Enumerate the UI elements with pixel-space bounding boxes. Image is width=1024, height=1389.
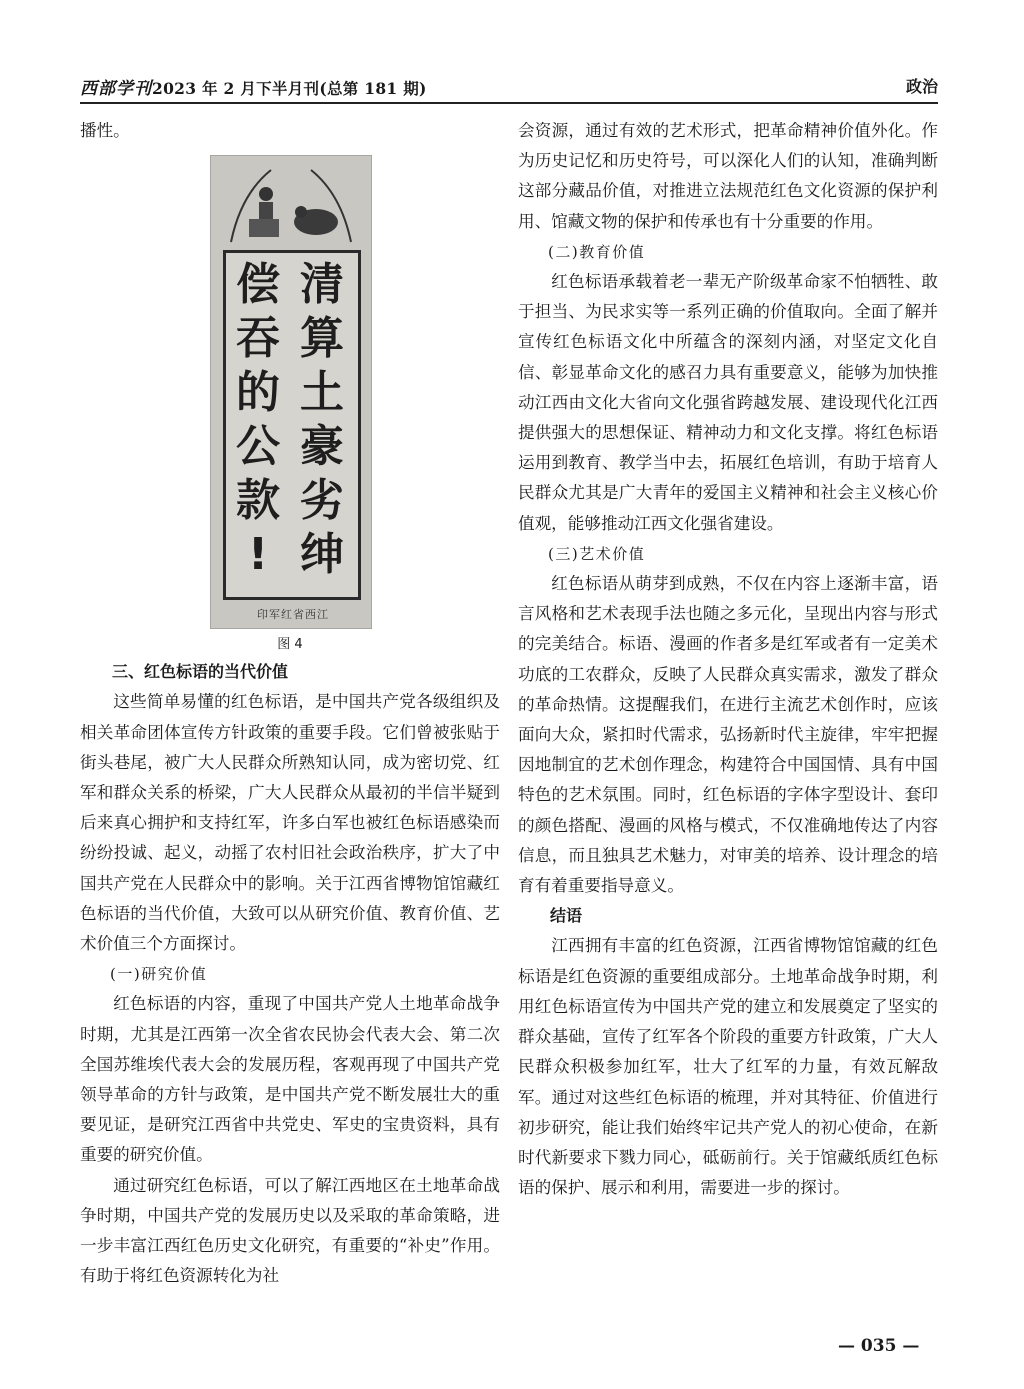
- paragraph: 通过研究红色标语，可以了解江西地区在土地革命战争时期，中国共产党的发展历史以及采取的革命策略，进一步丰富江西红色历史文化研究，有重要的“补史”作用。有助于将红色资源转化为社: [80, 1175, 500, 1286]
- paragraph: 红色标语从萌芽到成熟，不仅在内容上逐渐丰富，语言风格和艺术表现手法也随之多元化，呈现出内容与形式的完美结合。标语、漫画的作者多是红军或者有一定美术功底的工农群众，反映了人民群众真实需求，激发了群众的革命热情。这提醒我们，在进行主流艺术创作时，应该面向大众，紧扣时代需求，弘扬新时代主旋律，牢牢把握因地制宜的艺术创作理念，构建符合中国国情、具有中国特色的艺术氛围。同时，红色标语的字体字型设计、套印的颜色搭配、漫画的风格与模式，不仅准确地传达了内容信息，而且独具艺术魅力，对审美的培养、设计理念的培育有着重要指导意义。: [518, 574, 938, 896]
- left-column: [80, 116, 500, 1291]
- paragraph: 红色标语承载着老一辈无产阶级革命家不怕牺牲、敢于担当、为民求实等一系列正确的价值取向。全面了解并宣传红色标语文化中所蕴含的深刻内涵，对坚定文化自信、彰显革命文化的感召力具有重要意义，能够为加快推动江西由文化大省向文化强省跨越发展、建设现代化江西提供强大的思想保证、精神动力和文化支撑。将红色标语运用到教育、教学当中去，拓展红色培训，有助于培育人民群众尤其是广大青年的爱国主义精神和社会主义核心价值观，能够推动江西文化强省建设。: [518, 272, 938, 533]
- issue-info: 2023 年 2 月下半月刊(总第 181 期): [152, 79, 427, 98]
- poster-footer-text: 印军红省西江: [257, 608, 329, 622]
- section-heading: 三、红色标语的当代价值: [112, 662, 289, 682]
- poster-illustration: [221, 164, 361, 244]
- glyph: !: [247, 529, 269, 581]
- paragraph: 播性。: [80, 121, 130, 140]
- paragraph: 红色标语的内容，重现了中国共产党人土地革命战争时期，尤其是江西第一次全省农民协会代表大会、第二次全国苏维埃代表大会的发展历程，客观再现了中国共产党领导革命的方针与政策，是中国共产党不断发展壮大的重要见证，是研究江西省中共党史、军史的宝贵资料，具有重要的研究价值。: [80, 994, 500, 1165]
- glyph: 吞: [236, 313, 280, 365]
- glyph: 豪: [300, 421, 344, 473]
- figure-caption: 图 4: [277, 637, 303, 653]
- glyph: 算: [300, 313, 344, 365]
- journal-logo: 西部学刊: [80, 79, 152, 99]
- section-heading: 结语: [550, 906, 583, 926]
- glyph: 土: [300, 367, 344, 419]
- header-rule: [80, 102, 938, 104]
- glyph: 劣: [300, 475, 344, 527]
- paragraph: 会资源，通过有效的艺术形式，把革命精神价值外化。作为历史记忆和历史符号，可以深化人们的认知，准确判断这部分藏品价值，对推进立法规范红色文化资源的保护利用、馆藏文物的保护和传承也有十分重要的作用。: [518, 121, 938, 231]
- figure-slogan-poster: [210, 155, 372, 629]
- subsection-heading: (一)研究价值: [110, 965, 208, 984]
- glyph: 公: [236, 421, 280, 473]
- glyph: 清: [300, 259, 344, 311]
- subsection-heading: (二)教育价值: [548, 242, 646, 261]
- journal-issue: [80, 74, 427, 99]
- subsection-heading: (三)艺术价值: [548, 544, 646, 563]
- glyph: 款: [236, 475, 280, 527]
- section-label: 政治: [905, 77, 938, 96]
- paragraph: 这些简单易懂的红色标语，是中国共产党各级组织及相关革命团体宣传方针政策的重要手段。它们曾被张贴于街头巷尾，被广大人民群众所熟知认同，成为密切党、红军和群众关系的桥梁，广大人民群众从最初的半信半疑到后来真心拥护和支持红军，许多白军也被红色标语感染而纷纷投诚、起义，动摇了农村旧社会政治秩序，扩大了中国共产党在人民群众中的影响。关于江西省博物馆馆藏红色标语的当代价值，大致可以从研究价值、教育价值、艺术价值三个方面探讨。: [80, 692, 500, 954]
- glyph: 的: [236, 367, 280, 419]
- poster-text-frame: [223, 250, 361, 600]
- right-column: [518, 116, 938, 1203]
- paragraph: 江西拥有丰富的红色资源，江西省博物馆馆藏的红色标语是红色资源的重要组成部分。土地革命战争时期，利用红色标语宣传为中国共产党的建立和发展奠定了坚实的群众基础，宣传了红军各个阶段的重要方针政策，广大人民群众积极参加红军，壮大了红军的力量，有效瓦解敌军。通过对这些红色标语的梳理，并对其特征、价值进行初步研究，能让我们始终牢记共产党人的初心使命，在新时代新要求下戮力同心，砥砺前行。关于馆藏纸质红色标语的保护、展示和利用，需要进一步的探讨。: [518, 936, 938, 1198]
- glyph: 偿: [236, 259, 280, 311]
- running-header: [80, 74, 938, 102]
- page-number: — 035 —: [838, 1336, 920, 1356]
- glyph: 绅: [300, 529, 344, 581]
